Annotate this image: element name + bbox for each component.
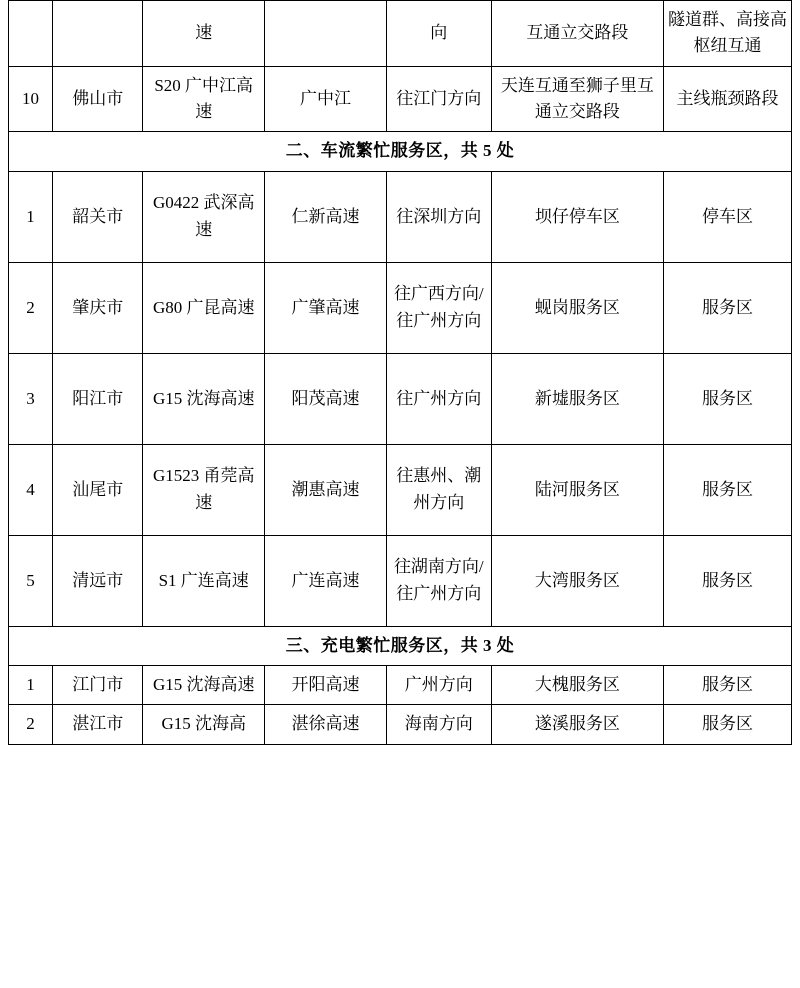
cell-section-name: 阳茂高速: [265, 353, 387, 444]
cell-location: 大湾服务区: [491, 535, 663, 626]
cell-highway-name: 速: [143, 1, 265, 67]
cell-section-name: 湛徐高速: [265, 705, 387, 744]
cell-type: 服务区: [663, 705, 791, 744]
table-section-row: [9, 626, 792, 665]
cell-index: 10: [9, 66, 53, 132]
section-heading: 二、车流繁忙服务区，共 5 处: [9, 132, 792, 171]
cell-location: 新墟服务区: [491, 353, 663, 444]
cell-city: 佛山市: [53, 66, 143, 132]
cell-city: 韶关市: [53, 171, 143, 262]
cell-location: 大槐服务区: [491, 666, 663, 705]
cell-type: 服务区: [663, 666, 791, 705]
table-row: [9, 705, 792, 744]
cell-city: 清远市: [53, 535, 143, 626]
cell-type: 服务区: [663, 353, 791, 444]
cell-highway-name: G15 沈海高速: [143, 666, 265, 705]
cell-type: 停车区: [663, 171, 791, 262]
cell-city: 湛江市: [53, 705, 143, 744]
cell-location: 陆河服务区: [491, 444, 663, 535]
table-row: [9, 666, 792, 705]
cell-section-name: 广中江: [265, 66, 387, 132]
cell-city: 阳江市: [53, 353, 143, 444]
cell-location: 蚬岗服务区: [491, 262, 663, 353]
cell-highway-name: G80 广昆高速: [143, 262, 265, 353]
cell-location: 天连互通至狮子里互通立交路段: [491, 66, 663, 132]
cell-location: 遂溪服务区: [491, 705, 663, 744]
cell-direction: 往深圳方向: [386, 171, 491, 262]
table-row: [9, 171, 792, 262]
table-section-row: [9, 132, 792, 171]
cell-section-name: [265, 1, 387, 67]
cell-highway-name: G1523 甬莞高速: [143, 444, 265, 535]
cell-type: 服务区: [663, 535, 791, 626]
section-heading: 三、充电繁忙服务区，共 3 处: [9, 626, 792, 665]
cell-highway-name: G15 沈海高: [143, 705, 265, 744]
cell-index: 4: [9, 444, 53, 535]
cell-location: 互通立交路段: [491, 1, 663, 67]
cell-index: 1: [9, 666, 53, 705]
cell-type: 主线瓶颈路段: [663, 66, 791, 132]
cell-index: 2: [9, 705, 53, 744]
cell-direction: 往湖南方向/往广州方向: [386, 535, 491, 626]
cell-index: 1: [9, 171, 53, 262]
cell-type: 隧道群、高接高枢纽互通: [663, 1, 791, 67]
cell-city: 汕尾市: [53, 444, 143, 535]
cell-section-name: 潮惠高速: [265, 444, 387, 535]
cell-direction: 往惠州、潮州方向: [386, 444, 491, 535]
cell-direction: 往广西方向/往广州方向: [386, 262, 491, 353]
cell-highway-name: G15 沈海高速: [143, 353, 265, 444]
cell-city: 江门市: [53, 666, 143, 705]
table-row: [9, 353, 792, 444]
cell-index: [9, 1, 53, 67]
highway-busy-sections-table: [8, 0, 792, 745]
cell-direction: 往江门方向: [386, 66, 491, 132]
cell-section-name: 广肇高速: [265, 262, 387, 353]
table-row: [9, 444, 792, 535]
cell-location: 坝仔停车区: [491, 171, 663, 262]
table-body: [9, 1, 792, 745]
cell-highway-name: S20 广中江高速: [143, 66, 265, 132]
table-row: [9, 535, 792, 626]
table-row: [9, 66, 792, 132]
cell-direction: 广州方向: [386, 666, 491, 705]
cell-section-name: 开阳高速: [265, 666, 387, 705]
cell-highway-name: S1 广连高速: [143, 535, 265, 626]
cell-direction: 海南方向: [386, 705, 491, 744]
cell-direction: 往广州方向: [386, 353, 491, 444]
cell-direction: 向: [386, 1, 491, 67]
cell-city: 肇庆市: [53, 262, 143, 353]
cell-section-name: 仁新高速: [265, 171, 387, 262]
cell-index: 2: [9, 262, 53, 353]
cell-type: 服务区: [663, 444, 791, 535]
cell-type: 服务区: [663, 262, 791, 353]
table-row: [9, 262, 792, 353]
cell-index: 3: [9, 353, 53, 444]
cell-index: 5: [9, 535, 53, 626]
cell-highway-name: G0422 武深高速: [143, 171, 265, 262]
table-row: [9, 1, 792, 67]
cell-section-name: 广连高速: [265, 535, 387, 626]
cell-city: [53, 1, 143, 67]
